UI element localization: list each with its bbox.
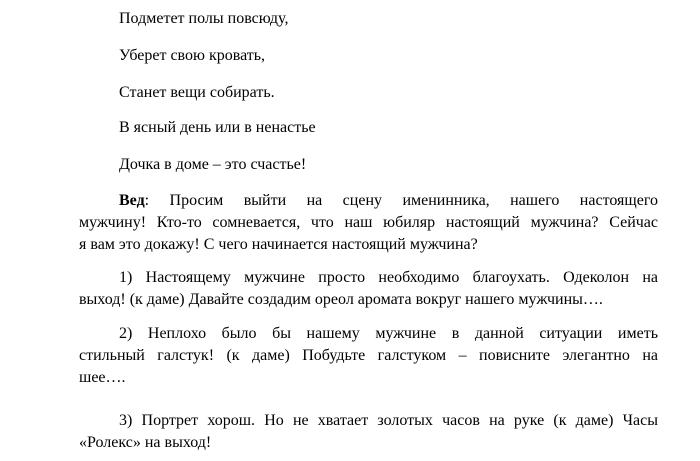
speaker-label: Вед (119, 192, 145, 209)
item-1-line-2: выход! (к даме) Давайте создадим ореол аромата вокруг нашего мужчины…. (79, 291, 603, 308)
poem-line-5: Дочка в доме – это счастье! (119, 156, 307, 173)
poem-line-1: Подметет полы повсюду, (119, 10, 289, 27)
host-paragraph-line-2: мужчину! Кто-то сомневается, что наш юбиляр настоящий мужчина? Сейчас (79, 214, 658, 231)
poem-line-3: Станет вещи собирать. (119, 84, 275, 101)
host-paragraph-line-1 (119, 190, 658, 212)
item-3-line-2: «Ролекс» на выход! (79, 434, 212, 451)
poem-line-4: В ясный день или в ненастье (119, 119, 316, 136)
item-1-line-1: 1) Настоящему мужчине просто необходимо благоухать. Одеколон на (119, 269, 658, 286)
item-2-line-3: шее…. (79, 369, 126, 386)
item-2-line-1: 2) Неплохо было бы нашему мужчине в данной ситуации иметь (119, 325, 658, 342)
item-3-line-1: 3) Портрет хорош. Но не хватает золотых часов на руке (к даме) Часы (119, 412, 658, 429)
host-paragraph-line-3: я вам это докажу! С чего начинается настоящий мужчина? (79, 236, 478, 253)
poem-line-2: Уберет свою кровать, (119, 47, 266, 64)
item-2-line-2: стильный галстук! (к даме) Побудьте галстуком – повисните элегантно на (79, 347, 658, 364)
host-paragraph-line-1-text: : Просим выйти на сцену именинника, нашего настоящего (144, 192, 658, 209)
